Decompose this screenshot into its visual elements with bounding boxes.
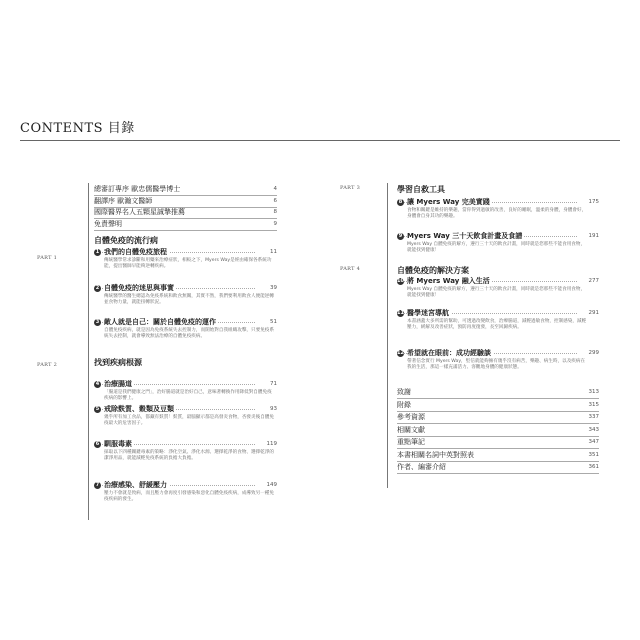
chapter-title: 讓 Myers Way 完美實踐 xyxy=(407,198,490,206)
chapter-number-badge: 6 xyxy=(95,441,100,447)
chapter-title: 馴服毒素 xyxy=(104,440,132,448)
chapter-page: 299 xyxy=(588,350,599,356)
chapter-number-badge: 2 xyxy=(95,285,100,291)
chapter-page: 191 xyxy=(588,233,599,239)
chapter-title: 戒除麩質、穀類及豆類 xyxy=(104,405,174,413)
chapter-number-badge: 1 xyxy=(95,249,100,255)
toc-entry-page: 361 xyxy=(588,464,599,470)
toc-entry-page: 337 xyxy=(588,414,599,420)
chapter-page: 149 xyxy=(266,482,277,488)
chapter-title: 自體免疫的迷思與事實 xyxy=(104,284,174,292)
toc-entry-page: 9 xyxy=(273,220,277,227)
toc-entry-page: 4 xyxy=(273,186,277,192)
toc-entry-page: 351 xyxy=(588,451,599,458)
toc-entry-label: 國際醫界名人五顆星誠摯推薦 xyxy=(94,208,185,216)
section-title: 學習自救工具 xyxy=(397,185,445,194)
toc-entry-label: 翻譯序 歐瀚文醫師 xyxy=(94,196,153,205)
chapter-number-badge: 11 xyxy=(397,310,404,316)
chapter-page: 11 xyxy=(270,249,277,255)
chapter-description: 傳統醫學的醫生總認為免疫系統和飲食無關，其實不然，我們要利用飲食人便能逆轉並食物力量，就能扭轉狀況。 xyxy=(104,294,274,306)
chapter-number-badge: 3 xyxy=(95,319,100,325)
part-label: PART 2 xyxy=(37,362,58,368)
toc-entry-label: 本書相關名詞中英對照表 xyxy=(397,450,474,459)
part-label: PART 3 xyxy=(340,185,361,191)
chapter-title: 希望就在眼前：成功經驗談 xyxy=(407,349,491,357)
part-label: PART 4 xyxy=(340,266,361,272)
toc-entry-underline xyxy=(397,473,599,474)
title-rule xyxy=(20,140,620,141)
toc-entry-underline xyxy=(94,230,277,231)
chapter-title: 我們的自體免疫旅程 xyxy=(104,248,167,256)
chapter-title: 敵人就是自己：關於自體免疫的運作 xyxy=(104,318,216,326)
chapter-title: 治療感染、舒緩壓力 xyxy=(104,481,167,489)
toc-entry-underline xyxy=(397,411,599,412)
toc-entry-underline xyxy=(397,398,599,399)
toc-entry-label: 參考資源 xyxy=(397,413,425,421)
part-label: PART 1 xyxy=(37,255,58,261)
toc-entry-label: 免責聲明 xyxy=(94,219,122,228)
chapter-description: 「腸道是我們健康之門」，治好腸道就是治好自己，意味著轉換作用降低對自體免疫疾病的影響上。 xyxy=(104,390,272,402)
toc-entry-underline xyxy=(397,423,599,424)
toc-entry-page: 313 xyxy=(588,389,599,395)
toc-entry-label: 致謝 xyxy=(397,388,411,396)
chapter-description: 食物和關鍵是維持的樂趣，當你得到過敏的改善，良好的睡眠，溫柔的身體，身體會好，身體會自身其功的樂趣。 xyxy=(407,208,587,220)
chapter-page: 291 xyxy=(588,310,599,316)
chapter-number-badge: 8 xyxy=(398,199,403,205)
toc-entry-underline xyxy=(397,448,599,449)
toc-entry-label: 總審訂專序 歐忠儒醫學博士 xyxy=(94,185,181,193)
chapter-title: 治療腸道 xyxy=(104,380,132,388)
chapter-page: 119 xyxy=(266,441,277,447)
chapter-description: Myers Way 自體免疫的解方，遵行三十天的飲食計畫，同時就是您那些不能食用食物，就能找到健康！ xyxy=(407,287,586,299)
chapter-description: Myers Way 自體免疫的解方，遵行三十天的飲食計畫，同時就是您那些不能食用食物，就能找到健康！ xyxy=(407,242,586,254)
chapter-description: 採取以下四種關鍵毒素的策略：淨化空氣、淨化水源、選擇乾淨的食物、選擇乾淨的潔淨用品，就能減輕免疫系統的負擔大負擔。 xyxy=(104,450,274,462)
toc-entry-underline xyxy=(397,436,599,437)
chapter-description: 壓力不會就是致病，而且壓力會再度引發感染和惡化自體免疫疾病，成導致另一種免疫疾病的發生。 xyxy=(104,491,274,503)
chapter-number-badge: 9 xyxy=(398,233,403,239)
chapter-page: 71 xyxy=(270,381,277,387)
chapter-description: 幾乎所有加工食品，都藏有麩質！麩質，最腦顯示都是高發炎食物，杏發炎後自體免疫最大的危害因子。 xyxy=(104,415,274,427)
chapter-number-badge: 12 xyxy=(397,350,404,356)
chapter-number-badge: 5 xyxy=(95,406,100,412)
left-column-rule xyxy=(88,183,89,520)
chapter-page: 175 xyxy=(588,199,599,205)
chapter-title: 將 Myers Way 融入生活 xyxy=(407,277,490,285)
chapter-number-badge: 7 xyxy=(95,482,100,488)
chapter-description: 自體免疫疾病，就是因為免疫系統失去控制力，而開始對自我組織攻擊，只要免疫系統失去控制，就會導致無法治療的自體免疫疾病。 xyxy=(104,328,274,340)
chapter-page: 51 xyxy=(270,319,277,325)
chapter-page: 277 xyxy=(588,278,599,284)
section-title: 自體免疫的流行病 xyxy=(94,236,158,245)
right-column-rule xyxy=(387,183,388,488)
toc-entry-page: 347 xyxy=(588,439,599,445)
chapter-number-badge: 4 xyxy=(95,381,100,387)
toc-entry-page: 343 xyxy=(588,426,599,433)
toc-entry-label: 作者、編審介紹 xyxy=(397,463,446,471)
toc-entry-label: 附錄 xyxy=(397,400,411,409)
chapter-number-badge: 10 xyxy=(397,278,404,284)
chapter-description: 帶著信念實行 Myers Way，堅信就能夠擁有幾乎沒有病苦，樂趣、病生時，以及疾病在我的生活，那這一樣充滿活力、客觀地身體的健康狀態。 xyxy=(407,359,586,371)
toc-entry-label: 相關文獻 xyxy=(397,425,425,434)
chapter-page: 39 xyxy=(270,285,277,291)
section-title: 找到疾病根源 xyxy=(94,358,142,367)
toc-entry-label: 重點筆記 xyxy=(397,438,425,446)
chapter-title: 醫學迷宮導航 xyxy=(407,309,449,317)
chapter-title: Myers Way 三十天飲食計畫及食譜 xyxy=(407,232,523,240)
chapter-page: 93 xyxy=(270,406,277,412)
chapter-description: 本書涵蓋大多所需的幫助，可透過改變飲食，治療腸道，減輕過敏食物，控制感染，減輕壓力，緩解及改善症狀，預防再度復發，長至回歸疾病。 xyxy=(407,319,587,331)
toc-entry-page: 8 xyxy=(273,209,277,215)
toc-entry-page: 315 xyxy=(588,401,599,408)
chapter-description: 傳統醫學常求診斷和用藥來治療症狀，相較之下，Myers Way是經由確保各系統功能，提出醫師早能夠逆轉疾病。 xyxy=(104,258,272,270)
page-title: CONTENTS 目錄 xyxy=(20,121,135,136)
section-title: 自體免疫的解決方案 xyxy=(397,266,469,275)
toc-entry-underline xyxy=(397,461,599,462)
toc-entry-page: 6 xyxy=(273,197,277,204)
